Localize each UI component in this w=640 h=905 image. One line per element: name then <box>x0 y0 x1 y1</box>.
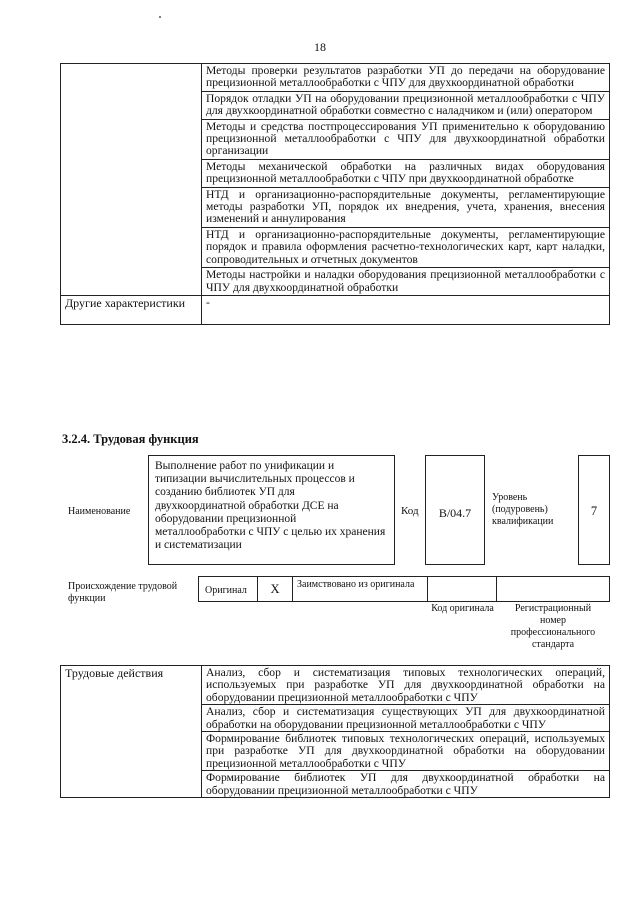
labor-action-row: Формирование библиотек типовых технологических операций, используемых при разработке УП для двухкоординатной обработки на оборудовании прецизионной металлообработки с ЧПУ <box>202 732 610 771</box>
knowledge-row: Порядок отладки УП на оборудовании прецизионной металлообработки с ЧПУ для двухкоординатной обработки совместно с наладчиком и (или) оператором <box>202 91 610 119</box>
function-code-box: B/04.7 <box>425 455 485 565</box>
section-heading: 3.2.4. Трудовая функция <box>62 432 199 446</box>
page-number: 18 <box>314 40 326 54</box>
code-original-caption: Код оригинала <box>431 603 494 614</box>
qualification-level-box: 7 <box>578 455 610 565</box>
original-cell: Оригинал <box>198 576 258 602</box>
knowledge-row: Методы настройки и наладки оборудования прецизионной металлообработки с ЧПУ для двухкоординатной обработки <box>202 268 610 296</box>
name-label: Наименование <box>68 506 131 517</box>
labor-action-row: Анализ, сбор и систематизация типовых технологических операций, используемых при разработке УП для двухкоординатной обработки на оборудовании прецизионной металлообработки с ЧПУ <box>202 666 610 705</box>
function-name-box: Выполнение работ по унификации и типизации вычислительных процессов и созданию библиотек УП для двухкоординатной обработки ДСЕ на оборудовании прецизионной металлообработки с ЧПУ с целью их хранения и систематизации <box>148 455 395 565</box>
code-label: Код <box>401 505 419 517</box>
labor-action-row: Формирование библиотек УП для двухкоординатной обработки на оборудовании прецизионной металлообработки с ЧПУ <box>202 771 610 798</box>
origin-row <box>198 576 610 602</box>
original-mark-cell: X <box>257 576 293 602</box>
labor-actions-table <box>60 665 610 798</box>
labor-action-row: Анализ, сбор и систематизация существующих УП для двухкоординатной обработки на оборудовании прецизионной металлообработки с ЧПУ <box>202 705 610 732</box>
scan-speck <box>159 16 161 18</box>
registration-number-caption: Регистрационный номер профессионального стандарта <box>510 603 596 650</box>
knowledge-label-cell <box>61 64 202 296</box>
origin-label: Происхождение трудовой функции <box>68 581 178 604</box>
registration-number-cell <box>496 576 610 602</box>
knowledge-row: НТД и организационно-распорядительные документы, регламентирующие порядок и правила оформления расчетно-технологических карт, карт наладки, сопроводительных и отчетных документов <box>202 227 610 267</box>
knowledge-table <box>60 63 610 325</box>
knowledge-row: НТД и организационно-распорядительные документы, регламентирующие методы разработки УП, порядок их внедрения, учета, хранения, внесения изменений и аннулирования <box>202 187 610 227</box>
code-original-cell <box>427 576 497 602</box>
labor-actions-label: Трудовые действия <box>61 666 202 798</box>
knowledge-row: Методы и средства постпроцессирования УП применительно к оборудованию прецизионной металлообработки с ЧПУ для двухкоординатной обработки организации <box>202 119 610 159</box>
knowledge-row: Методы проверки результатов разработки УП до передачи на оборудование прецизионной металлообработки с ЧПУ для двухкоординатной обработки <box>202 64 610 92</box>
other-characteristics-value: - <box>202 295 610 324</box>
qualification-level-label: Уровень (подуровень) квалификации <box>492 492 554 527</box>
borrowed-cell: Заимствовано из оригинала <box>292 576 428 602</box>
other-characteristics-label: Другие характеристики <box>61 295 202 324</box>
knowledge-row: Методы механической обработки на различных видах оборудования прецизионной металлообработки с ЧПУ при двухкоординатной обработке <box>202 159 610 187</box>
